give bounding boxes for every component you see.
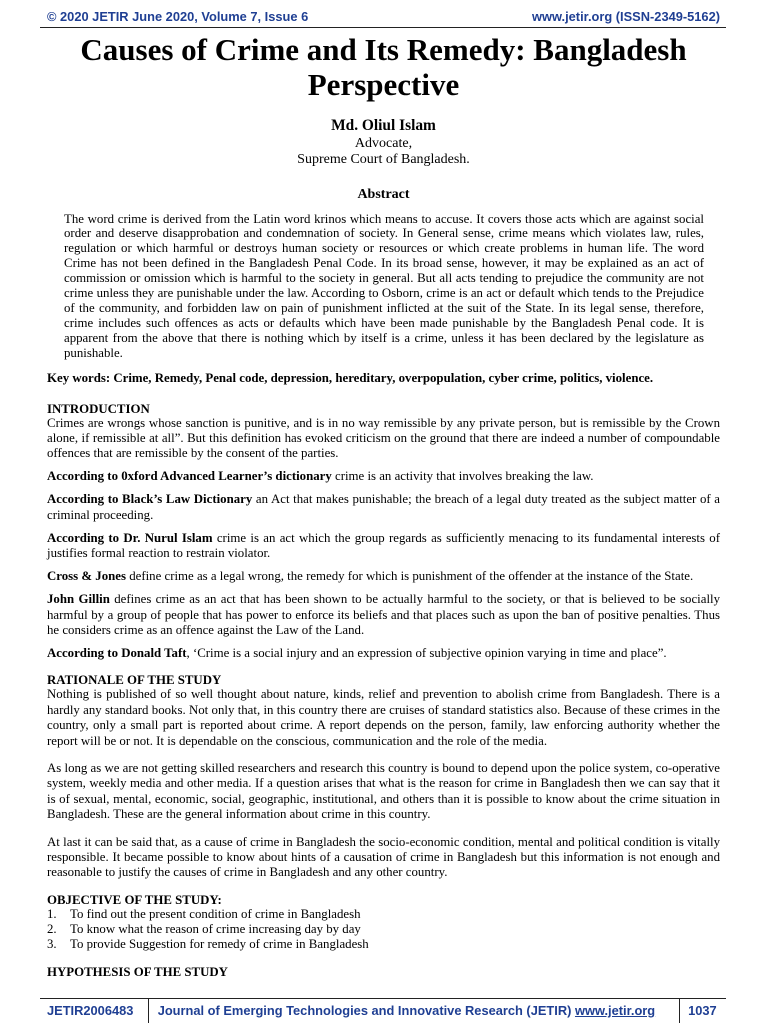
definition-source: According to Donald Taft (47, 646, 187, 660)
objective-heading: OBJECTIVE OF THE STUDY: (47, 893, 222, 908)
definition-nurul-islam (47, 531, 720, 562)
author-position: Advocate, (354, 136, 413, 151)
definition-source: According to Dr. Nurul Islam (47, 530, 213, 545)
header-issue-info: © 2020 JETIR June 2020, Volume 7, Issue 6 (47, 9, 309, 24)
definition-text: crime is an activity that involves breaking the law. (331, 469, 594, 484)
definition-source: According to 0xford Advanced Learner’s dictionary (47, 469, 332, 484)
objective-text: To provide Suggestion for remedy of crime in Bangladesh (70, 937, 369, 952)
introduction-paragraph: Crimes are wrongs whose sanction is punitive, and is in no way remissible by any private person, but is remissible by the Crown alone, if remissible at all”. But this definition has evoked criticism on the ground that there are indeed a number of compoundable offences that are remissible by the consent of the parties. (47, 415, 720, 461)
objective-text: To know what the reason of crime increasing day by day (70, 922, 361, 937)
keywords-list: Crime, Remedy, Penal code, depression, hereditary, overpopulation, cyber crime, politics, violence. (110, 370, 654, 385)
footer-journal-link[interactable]: www.jetir.org (574, 1003, 656, 1018)
author-name: Md. Oliul Islam (331, 117, 436, 134)
rationale-paragraph: Nothing is published of so well thought about nature, kinds, relief and prevention to abolish crime from Bangladesh. There is a hardly any standard books. Not only that, in this country there are cruises of standard statistics also. Because of these crimes in the country, only a small part is reported about crime. A report depends on the person, family, law enforcing authority whether the report will be or not. It is dependable on the conscious, communication and the role of the media. (47, 687, 720, 748)
header-divider (40, 27, 726, 28)
running-header (47, 9, 720, 25)
objective-number: 1. (47, 907, 57, 922)
page-footer (40, 998, 726, 1023)
definition-cross-jones (47, 569, 720, 584)
abstract-text: The word crime is derived from the Latin word krinos which means to accuse. It covers those acts which are against social order and deserve disapprobation and condemnation of society. In General sense, crime means which violates law, rules, regulation or which harmful or destroys human society or resources or which create problems in human life. The word Crime has not been defined in the Bangladesh Penal Code. In its broad sense, however, it may be explained as an act of commission or omission which is harmful to the society in general. But all acts tending to prejudice the community are not crime unless they are punishable under the law. According to Osborn, crime is an act or default which tends to the Prejudice of the community, and forbidden law on pain of punishment inflicted at the suit of the State. In its legal sense, therefore, crime includes such offences as acts or defaults which have been made punishable by the Bangladesh Penal code. It is apparent from the above that there is nothing which by itself is a crime, unless it has been declared by the legislature as punishable. (64, 211, 704, 360)
objective-list (47, 907, 720, 952)
definition-text: an Act that makes punishable; the breach of a legal duty treated as the subject matter of a criminal proceeding. (47, 492, 720, 522)
objective-item (47, 937, 720, 952)
definition-text: define crime as a legal wrong, the remedy for which is punishment of the offender at the instance of the State. (125, 569, 694, 584)
introduction-heading: INTRODUCTION (47, 401, 150, 416)
objective-item (47, 922, 720, 937)
header-journal-site: www.jetir.org (ISSN-2349-5162) (532, 9, 720, 24)
footer-journal-name: Journal of Emerging Technologies and Innovative Research (JETIR) (157, 1003, 572, 1018)
definition-blacks-law (47, 492, 720, 523)
footer-journal (148, 999, 679, 1023)
footer-page-number: 1037 (679, 999, 726, 1023)
keywords (47, 371, 720, 386)
rationale-heading: RATIONALE OF THE STUDY (47, 673, 222, 688)
keywords-label: Key words: (47, 370, 111, 385)
definition-source: Cross & Jones (47, 569, 126, 584)
article-title: Causes of Crime and Its Remedy: Bangladesh Perspective (80, 32, 687, 102)
definition-john-gillin (47, 592, 720, 638)
definition-source: John Gillin (47, 592, 110, 607)
objective-text: To find out the present condition of crime in Bangladesh (70, 907, 361, 922)
definition-oxford (47, 469, 720, 484)
definition-text: crime is an act which the group regards as sufficiently menacing to its fundamental interests of justifies formal reaction to restrain violator. (47, 530, 720, 561)
definition-source: According to Black’s Law Dictionary (47, 492, 253, 507)
rationale-paragraph: As long as we are not getting skilled researchers and research this country is bound to depend upon the police system, co-operative system, weekly media and other media. If a question arises that what is the reason for crime in Bangladesh then we can say that it is of sexual, mental, economic, social, geographic, institutional, and others than it is possible to know about the crime situation in Bangladesh. These are the general information about crime in this country. (47, 761, 720, 822)
definition-text: defines crime as an act that has been shown to be actually harmful to the society, or that is believed to be socially harmful by a group of people that has power to enforce its beliefs and that places such as upon the ban of positive penalties. Thus he considers crime as an offence against the Law of the Land. (47, 592, 720, 637)
definition-donald-taft (47, 646, 720, 661)
footer-paper-id: JETIR2006483 (47, 1003, 134, 1018)
author-affiliation: Supreme Court of Bangladesh. (297, 151, 470, 167)
definition-text: , ‘Crime is a social injury and an expression of subjective opinion varying in time and place”. (186, 646, 667, 660)
article-body (47, 32, 720, 979)
rationale-paragraph: At last it can be said that, as a cause of crime in Bangladesh the socio-economic condition, mental and political condition is vitally responsible. It became possible to know about hints of a causation of crime in Bangladesh but this information is not enough and reasonable to justify the causes of crime in Bangladesh and any other country. (47, 834, 720, 880)
objective-number: 2. (47, 922, 57, 937)
objective-number: 3. (47, 937, 57, 952)
abstract-heading: Abstract (357, 187, 410, 202)
objective-item (47, 907, 720, 922)
hypothesis-heading: HYPOTHESIS OF THE STUDY (47, 965, 228, 980)
